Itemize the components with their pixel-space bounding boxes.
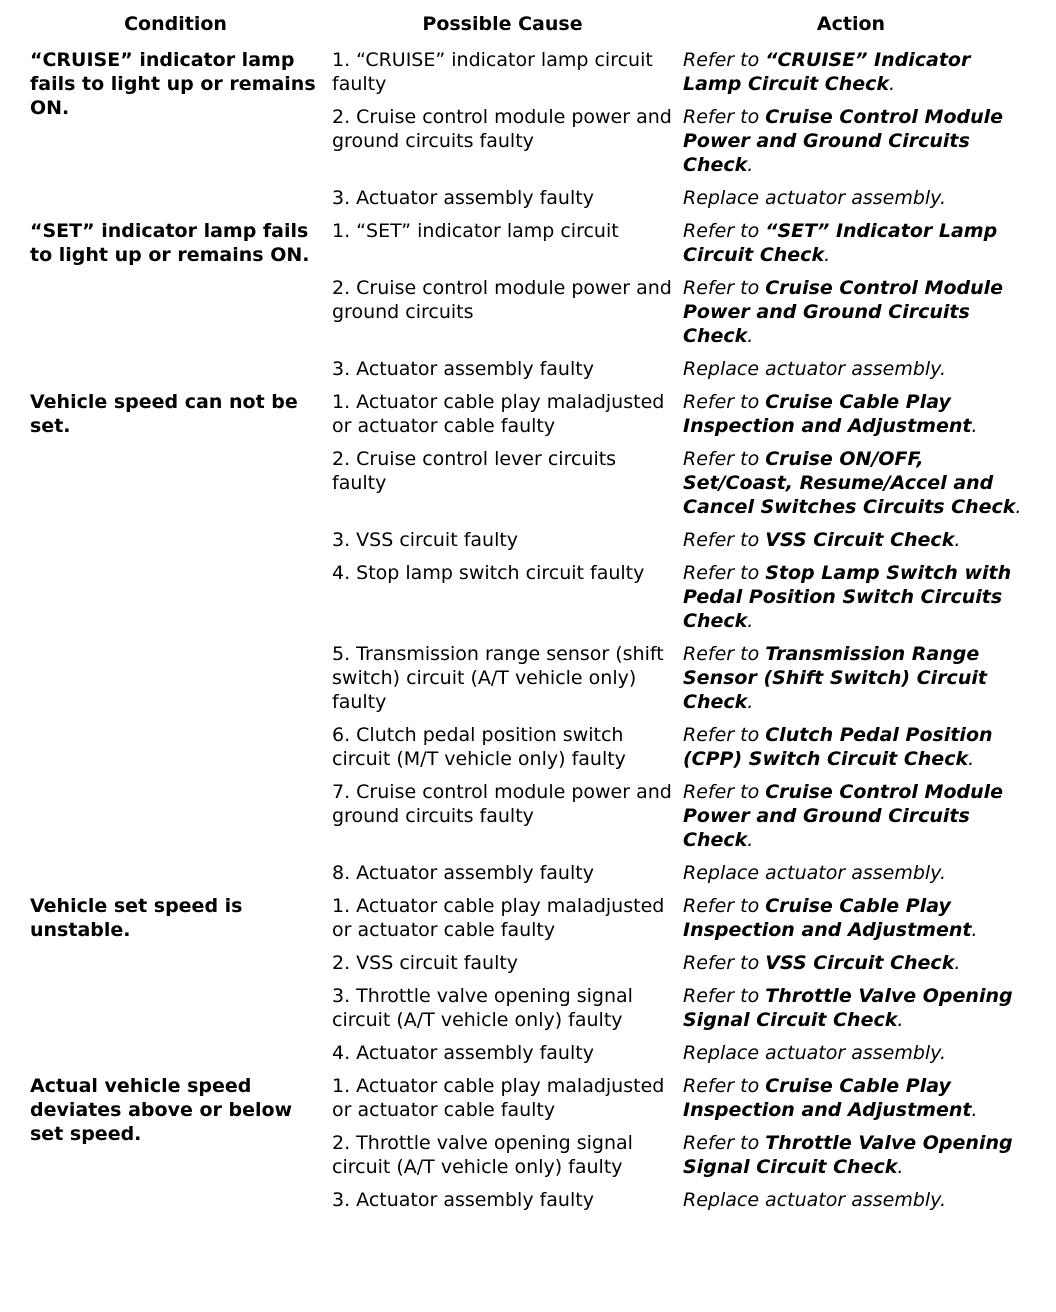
action-suffix: . [971, 1099, 978, 1121]
possible-cause-cell: 3. Actuator assembly faulty [332, 1189, 594, 1211]
action-reference: “SET” Indicator Lamp Circuit Check [683, 220, 998, 266]
action-text: Replace actuator assembly. [683, 187, 946, 209]
action-reference: Cruise Cable Play Inspection and Adjustment [683, 895, 972, 941]
action-cell [678, 186, 1024, 219]
action-reference: Cruise ON/OFF, Set/Coast, Resume/Accel and Cancel Switches Circuits Check [683, 448, 1016, 518]
action-reference: Cruise Cable Play Inspection and Adjustment [683, 1075, 972, 1121]
action-text: Replace actuator assembly. [683, 358, 946, 380]
action-cell [678, 48, 1024, 105]
header-possible-cause: Possible Cause [422, 13, 583, 35]
action-cell [678, 447, 1024, 528]
possible-cause-cell: 8. Actuator assembly faulty [332, 862, 594, 884]
action-cell [678, 1188, 1024, 1221]
possible-cause-cell: 1. Actuator cable play maladjusted or actuator cable faulty [332, 1075, 665, 1121]
action-text: Refer to [683, 895, 766, 917]
action-suffix: . [1015, 496, 1022, 518]
action-cell [678, 984, 1024, 1041]
condition-cell: “CRUISE” indicator lamp fails to light up or remains ON. [30, 49, 316, 119]
action-suffix: . [968, 748, 975, 770]
action-cell [678, 528, 1024, 561]
troubleshooting-table [24, 8, 1024, 1221]
possible-cause-cell: 1. Actuator cable play maladjusted or actuator cable faulty [332, 391, 665, 437]
action-reference: “CRUISE” Indicator Lamp Circuit Check [683, 49, 971, 95]
possible-cause-cell: 2. Cruise control module power and ground circuits faulty [332, 106, 672, 152]
action-reference: Cruise Control Module Power and Ground Circuits Check [683, 277, 1004, 347]
action-text: Refer to [683, 106, 766, 128]
action-cell [678, 951, 1024, 984]
action-reference: Stop Lamp Switch with Pedal Position Switch Circuits Check [683, 562, 1012, 632]
action-suffix: . [747, 691, 754, 713]
action-suffix: . [824, 244, 831, 266]
possible-cause-cell: 5. Transmission range sensor (shift switch) circuit (A/T vehicle only) faulty [332, 643, 664, 713]
action-cell [678, 1131, 1024, 1188]
action-reference: Throttle Valve Opening Signal Circuit Check [683, 985, 1013, 1031]
possible-cause-cell: 2. Cruise control lever circuits faulty [332, 448, 617, 494]
action-text: Refer to [683, 1075, 766, 1097]
action-text: Refer to [683, 643, 766, 665]
action-text: Replace actuator assembly. [683, 862, 946, 884]
table-body [24, 48, 1024, 1221]
table-row [24, 48, 1024, 105]
action-text: Refer to [683, 1132, 766, 1154]
possible-cause-cell: 6. Clutch pedal position switch circuit (M/T vehicle only) faulty [332, 724, 626, 770]
action-cell [678, 276, 1024, 357]
action-text: Refer to [683, 781, 766, 803]
action-text: Refer to [683, 277, 766, 299]
action-text: Refer to [683, 952, 766, 974]
action-text: Refer to [683, 724, 766, 746]
action-reference: Cruise Control Module Power and Ground Circuits Check [683, 781, 1004, 851]
condition-cell: Actual vehicle speed deviates above or below set speed. [30, 1075, 293, 1145]
action-reference: Throttle Valve Opening Signal Circuit Check [683, 1132, 1013, 1178]
action-suffix: . [954, 529, 961, 551]
possible-cause-cell: 3. Throttle valve opening signal circuit (A/T vehicle only) faulty [332, 985, 633, 1031]
action-text: Replace actuator assembly. [683, 1042, 946, 1064]
possible-cause-cell: 1. “CRUISE” indicator lamp circuit faulty [332, 49, 653, 95]
action-suffix: . [889, 73, 896, 95]
action-suffix: . [954, 952, 961, 974]
action-cell [678, 723, 1024, 780]
possible-cause-cell: 4. Actuator assembly faulty [332, 1042, 594, 1064]
action-text: Replace actuator assembly. [683, 1189, 946, 1211]
action-reference: VSS Circuit Check [765, 529, 955, 551]
action-text: Refer to [683, 985, 766, 1007]
action-text: Refer to [683, 49, 766, 71]
action-reference: Transmission Range Sensor (Shift Switch) Circuit Check [683, 643, 987, 713]
action-suffix: . [747, 325, 754, 347]
action-cell [678, 357, 1024, 390]
action-cell [678, 1074, 1024, 1131]
header-condition: Condition [124, 13, 227, 35]
possible-cause-cell: 4. Stop lamp switch circuit faulty [332, 562, 645, 584]
possible-cause-cell: 3. Actuator assembly faulty [332, 358, 594, 380]
action-suffix: . [897, 1156, 904, 1178]
action-cell [678, 642, 1024, 723]
action-text: Refer to [683, 562, 766, 584]
possible-cause-cell: 3. VSS circuit faulty [332, 529, 519, 551]
action-suffix: . [747, 154, 754, 176]
possible-cause-cell: 2. VSS circuit faulty [332, 952, 519, 974]
possible-cause-cell: 1. “SET” indicator lamp circuit [332, 220, 619, 242]
action-text: Refer to [683, 391, 766, 413]
table-row [24, 894, 1024, 951]
action-cell [678, 861, 1024, 894]
header-action: Action [816, 13, 886, 35]
action-cell [678, 894, 1024, 951]
table-header-row [24, 8, 1024, 48]
table-row [24, 1074, 1024, 1131]
action-text: Refer to [683, 220, 766, 242]
action-cell [678, 219, 1024, 276]
action-cell [678, 561, 1024, 642]
table-row [24, 219, 1024, 276]
condition-cell: Vehicle set speed is unstable. [30, 895, 243, 941]
action-reference: Clutch Pedal Position (CPP) Switch Circuit Check [683, 724, 993, 770]
possible-cause-cell: 2. Cruise control module power and ground circuits [332, 277, 672, 323]
action-suffix: . [971, 415, 978, 437]
action-suffix: . [747, 829, 754, 851]
action-cell [678, 780, 1024, 861]
action-cell [678, 105, 1024, 186]
possible-cause-cell: 7. Cruise control module power and ground circuits faulty [332, 781, 672, 827]
action-suffix: . [747, 610, 754, 632]
action-reference: Cruise Cable Play Inspection and Adjustment [683, 391, 972, 437]
action-suffix: . [897, 1009, 904, 1031]
action-reference: Cruise Control Module Power and Ground Circuits Check [683, 106, 1004, 176]
action-suffix: . [971, 919, 978, 941]
possible-cause-cell: 3. Actuator assembly faulty [332, 187, 594, 209]
action-text: Refer to [683, 448, 766, 470]
table-row [24, 390, 1024, 447]
action-cell [678, 1041, 1024, 1074]
condition-cell: Vehicle speed can not be set. [30, 391, 298, 437]
possible-cause-cell: 2. Throttle valve opening signal circuit (A/T vehicle only) faulty [332, 1132, 633, 1178]
action-text: Refer to [683, 529, 766, 551]
action-reference: VSS Circuit Check [765, 952, 955, 974]
action-cell [678, 390, 1024, 447]
possible-cause-cell: 1. Actuator cable play maladjusted or actuator cable faulty [332, 895, 665, 941]
condition-cell: “SET” indicator lamp fails to light up or remains ON. [30, 220, 310, 266]
